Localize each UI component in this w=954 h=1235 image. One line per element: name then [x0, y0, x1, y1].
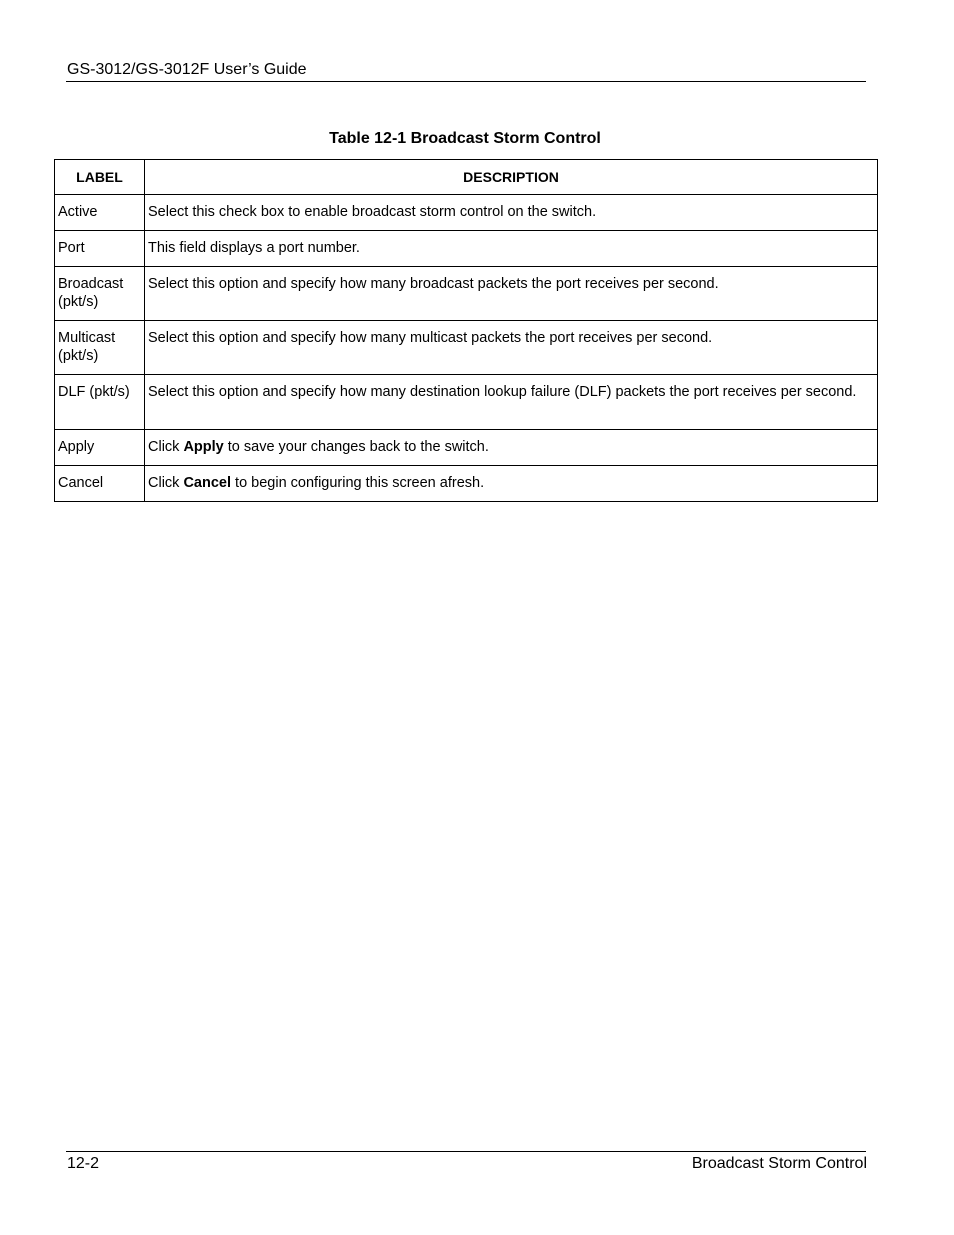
- table-row: [55, 195, 878, 231]
- row-description: Select this option and specify how many multicast packets the port receives per second.: [145, 321, 878, 375]
- page-header: [66, 60, 866, 82]
- table-row: [55, 267, 878, 321]
- row-description: This field displays a port number.: [145, 231, 878, 267]
- document-title: GS-3012/GS-3012F User’s Guide: [67, 61, 307, 78]
- row-label: Multicast (pkt/s): [55, 321, 145, 375]
- column-header-description: DESCRIPTION: [145, 160, 878, 195]
- table-row: [55, 231, 878, 267]
- row-label: DLF (pkt/s): [55, 375, 145, 430]
- broadcast-storm-control-table: [54, 159, 878, 502]
- table-row: [55, 375, 878, 430]
- row-label: Apply: [55, 430, 145, 466]
- row-label: Port: [55, 231, 145, 267]
- table-row: [55, 466, 878, 502]
- row-description: Select this option and specify how many broadcast packets the port receives per second.: [145, 267, 878, 321]
- row-description: Select this option and specify how many destination lookup failure (DLF) packets the port receives per second.: [145, 375, 878, 430]
- table-row: [55, 430, 878, 466]
- page-number: 12-2: [67, 1155, 100, 1172]
- row-description: Click Apply to save your changes back to the switch.: [145, 430, 878, 466]
- table-row: [55, 321, 878, 375]
- chapter-title: Broadcast Storm Control: [691, 1155, 867, 1172]
- page-footer: [66, 1151, 866, 1176]
- row-description: Select this check box to enable broadcast storm control on the switch.: [145, 195, 878, 231]
- column-header-label: LABEL: [55, 160, 145, 195]
- row-label: Active: [55, 195, 145, 231]
- row-description: Click Cancel to begin configuring this screen afresh.: [145, 466, 878, 502]
- row-label: Cancel: [55, 466, 145, 502]
- table-caption: Table 12-1 Broadcast Storm Control: [329, 130, 601, 147]
- row-label: Broadcast (pkt/s): [55, 267, 145, 321]
- table-header-row: [55, 160, 878, 195]
